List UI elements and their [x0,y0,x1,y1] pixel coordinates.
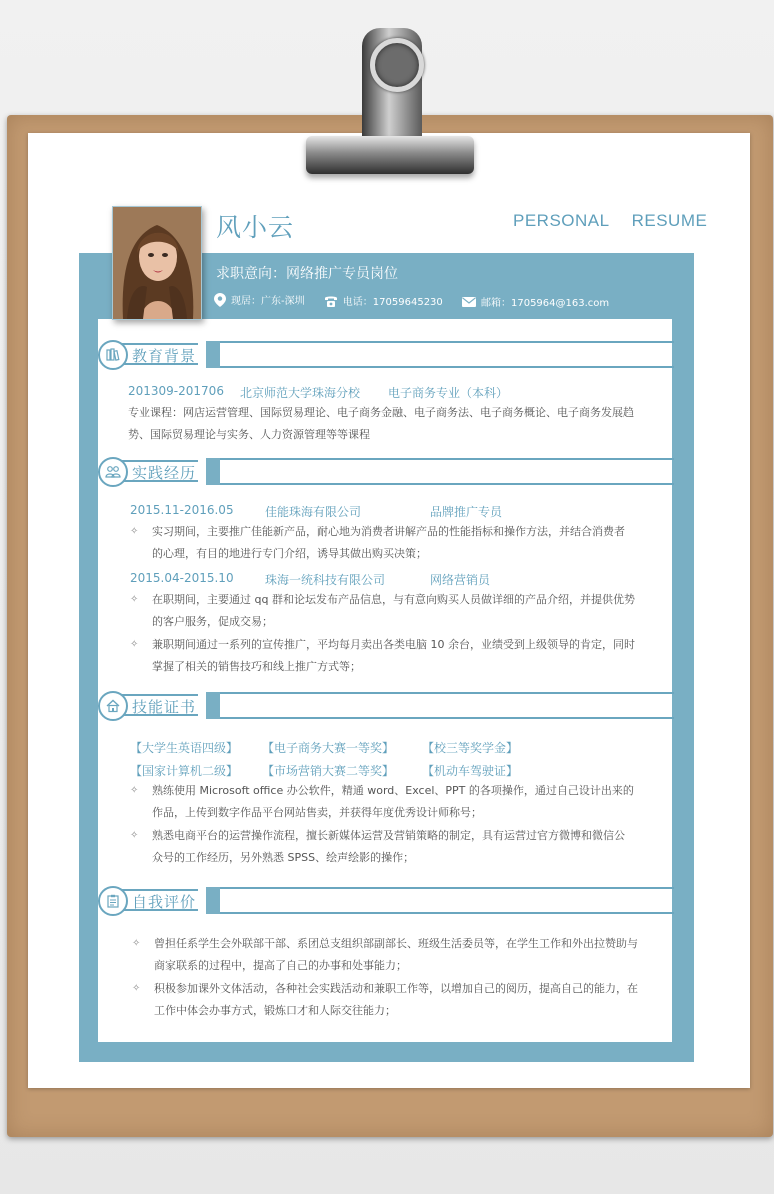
profile-photo [112,206,202,320]
cert-item: 【国家计算机二级】 [130,764,239,778]
bullet-line: 曾担任系学生会外联部干部、系团总支组织部副部长、班级生活委员等，在学生工作和外出拉赞助与 [154,937,638,950]
bullet-diamond-icon: ✧ [130,785,139,796]
binder-clip-base [306,136,474,174]
bullet-diamond-icon: ✧ [130,830,139,841]
location-text: 现居：广东-深圳 [231,296,305,307]
bullet-line: 的客户服务，促成交易； [152,615,273,628]
cert-item: 【机动车驾驶证】 [422,764,519,778]
section-header-line [220,458,674,485]
skill-bullet [130,825,670,869]
cert-item: 【电子商务大赛一等奖】 [262,741,395,755]
job-bullet [130,521,670,565]
resume-title-en [513,211,707,231]
bullet-line: 工作中体会办事方式，锻炼口才和人际交往能力； [154,1004,396,1017]
bullet-text [152,521,625,565]
section-education-header [98,340,674,368]
phone-text: 电话：17059645230 [342,297,443,308]
section-skills-header [98,691,674,719]
skill-bullet [130,780,670,824]
job-role: 网络营销员 [430,573,491,587]
bullet-line: 熟练使用 Microsoft office 办公软件，精通 word、Excel、PPT 的各项操作，通过自己设计出来的 [152,784,634,797]
section-practice-header [98,457,674,485]
cert-item: 【大学生英语四级】 [130,741,239,755]
bullet-line: 掌握了相关的销售技巧和线上推广方式等； [152,660,361,673]
phone-icon [324,295,338,307]
section-header-block [206,692,220,719]
education-courses-line: 势、国际贸易理论与实务、人力资源管理等等课程 [128,428,370,441]
location-pin-icon [214,293,226,307]
contact-info [214,292,625,310]
section-header-block [206,887,220,914]
books-icon [98,340,128,370]
bullet-text [154,933,638,977]
bullet-line: 的心理，有目的地进行专门介绍，诱导其做出购买决策； [152,547,427,560]
job-company: 珠海一统科技有限公司 [265,573,386,587]
bullet-text [152,825,625,869]
section-header-line [220,341,674,368]
candidate-name: 风小云 [216,213,295,242]
section-header-block [206,458,220,485]
contact-email [462,294,609,309]
bullet-line: 众号的工作经历，另外熟悉 SPSS、绘声绘影的操作； [152,851,415,864]
section-self-header [98,886,674,914]
section-practice-title: 实践经历 [122,460,198,482]
bullet-line: 兼职期间通过一系列的宣传推广，平均每月卖出各类电脑 10 余台，业绩受到上级领导的肯定，同时 [152,638,635,651]
bullet-line: 积极参加课外文体活动，各种社会实践活动和兼职工作等，以增加自己的阅历，提高自己的能力，在 [154,982,638,995]
mail-icon [462,297,476,307]
email-text: 邮箱：1705964@163.com [480,298,610,309]
job-period: 2015.11-2016.05 [130,503,234,517]
job-bullet [130,589,670,633]
bullet-line: 商家联系的过程中，提高了自己的办事和处事能力； [154,959,407,972]
self-bullet [132,978,672,1022]
title-en-resume: RESUME [631,211,708,230]
education-major: 电子商务专业（本科） [388,386,509,400]
self-bullet [132,933,672,977]
bullet-diamond-icon: ✧ [130,526,139,537]
job-role: 品牌推广专员 [430,505,503,519]
contact-location [214,292,305,307]
bullet-diamond-icon: ✧ [130,594,139,605]
bullet-diamond-icon: ✧ [130,639,139,650]
section-header-line [220,887,674,914]
bullet-line: 在职期间，主要通过 qq 群和论坛发布产品信息，与有意向购买人员做详细的产品介绍，并提供优势 [152,593,635,606]
bullet-line: 熟悉电商平台的运营操作流程，擅长新媒体运营及营销策略的制定，具有运营过官方微博和微信公 [152,829,625,842]
section-self-title: 自我评价 [122,889,198,911]
portrait-illustration [113,207,201,319]
education-courses-line: 专业课程：网店运营管理、国际贸易理论、电子商务金融、电子商务法、电子商务概论、电子商务发展趋 [128,406,634,419]
bullet-text [152,634,635,678]
job-company: 佳能珠海有限公司 [265,505,362,519]
section-skills-title: 技能证书 [122,694,198,716]
bullet-line: 实习期间，主要推广佳能新产品，耐心地为消费者讲解产品的性能指标和操作方法，并结合消费者 [152,525,625,538]
job-bullet [130,634,670,678]
team-icon [98,457,128,487]
bullet-diamond-icon: ✧ [132,983,141,994]
cert-item: 【市场营销大赛二等奖】 [262,764,395,778]
job-period: 2015.04-2015.10 [130,571,234,585]
clipboard-icon [98,886,128,916]
binder-clip-ring [370,38,424,92]
bullet-text [152,589,635,633]
bullet-line: 作品，上传到数字作品平台网站售卖，并获得年度优秀设计师称号； [152,806,482,819]
education-period: 201309-201706 [128,384,224,398]
home-icon [98,691,128,721]
section-header-block [206,341,220,368]
cert-item: 【校三等奖学金】 [422,741,519,755]
bullet-text [152,780,634,824]
job-intent: 求职意向：网络推广专员岗位 [216,266,398,282]
section-header-line [220,692,674,719]
bullet-diamond-icon: ✧ [132,938,141,949]
education-courses [128,402,668,446]
contact-phone [324,293,443,308]
section-education-title: 教育背景 [122,343,198,365]
education-school: 北京师范大学珠海分校 [240,386,361,400]
title-en-personal: PERSONAL [513,211,610,230]
bullet-text [154,978,638,1022]
